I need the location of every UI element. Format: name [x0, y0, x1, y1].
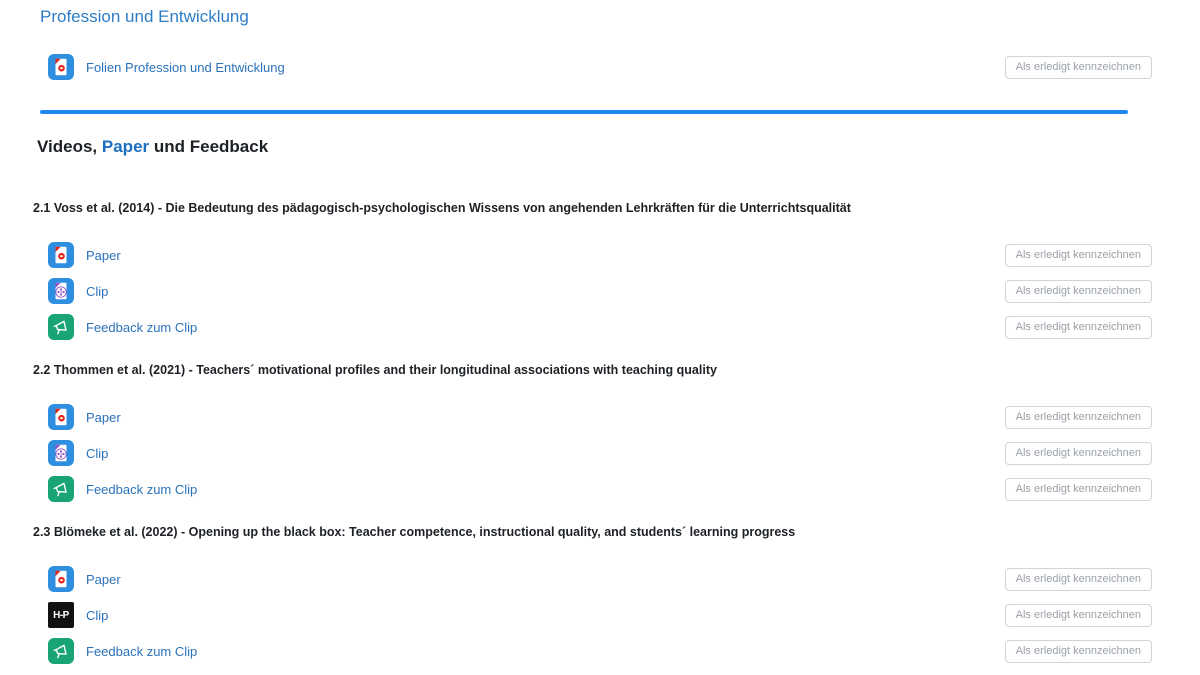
activity-info: [48, 242, 121, 268]
group-activities-2-3: [40, 566, 1152, 664]
activity-link-feedback-zum-clip[interactable]: Feedback zum Clip: [86, 481, 198, 497]
activity-row-folien: [40, 54, 1152, 80]
video-file-icon[interactable]: [48, 278, 74, 304]
activity-row: [40, 404, 1152, 430]
pdf-file-icon[interactable]: [48, 242, 74, 268]
activity-info: [48, 566, 121, 592]
section-divider: [40, 110, 1128, 114]
group-heading-2-3: 2.3 Blömeke et al. (2022) - Opening up the black box: Teacher competence, instructional quality, and students´ learning progress: [33, 525, 796, 539]
title-part-paper: Paper: [101, 137, 150, 156]
title-part-feedback: und Feedback: [149, 137, 269, 156]
activity-row: [40, 314, 1152, 340]
mark-as-done-button[interactable]: Als erledigt kennzeichnen: [1005, 406, 1152, 429]
mark-as-done-button[interactable]: Als erledigt kennzeichnen: [1005, 604, 1152, 627]
activity-info: [48, 278, 108, 304]
activity-link-feedback-zum-clip[interactable]: Feedback zum Clip: [86, 319, 198, 335]
title-part-videos: Videos,: [37, 137, 102, 156]
pdf-file-icon[interactable]: [48, 54, 74, 80]
pdf-file-icon[interactable]: [48, 404, 74, 430]
mark-as-done-button[interactable]: Als erledigt kennzeichnen: [1005, 316, 1152, 339]
activity-info: [48, 404, 121, 430]
section-title-videos-paper-feedback: [37, 136, 1152, 158]
activity-row: [40, 242, 1152, 268]
mark-as-done-button[interactable]: Als erledigt kennzeichnen: [1005, 478, 1152, 501]
activity-link-clip[interactable]: Clip: [86, 283, 109, 299]
group-activities-2-2: [40, 404, 1152, 502]
feedback-megaphone-icon[interactable]: [48, 476, 74, 502]
activity-row: [40, 476, 1152, 502]
mark-as-done-button[interactable]: Als erledigt kennzeichnen: [1005, 244, 1152, 267]
activity-link-paper[interactable]: Paper: [86, 571, 121, 587]
mark-as-done-button[interactable]: Als erledigt kennzeichnen: [1005, 568, 1152, 591]
activity-link-paper[interactable]: Paper: [86, 247, 121, 263]
activity-row: [40, 602, 1152, 628]
activity-row: [40, 638, 1152, 664]
activity-info: [48, 54, 285, 80]
feedback-megaphone-icon[interactable]: [48, 314, 74, 340]
h5p-icon-label: H-P: [53, 609, 69, 621]
group-activities-2-1: [40, 242, 1152, 340]
activity-info: [48, 476, 197, 502]
feedback-megaphone-icon[interactable]: [48, 638, 74, 664]
group-heading-2-2: 2.2 Thommen et al. (2021) - Teachers´ motivational profiles and their longitudinal associations with teaching quality: [33, 363, 717, 377]
mark-as-done-button[interactable]: Als erledigt kennzeichnen: [1005, 56, 1152, 79]
activity-row: [40, 566, 1152, 592]
activity-link-feedback-zum-clip[interactable]: Feedback zum Clip: [86, 643, 198, 659]
mark-as-done-button[interactable]: Als erledigt kennzeichnen: [1005, 280, 1152, 303]
video-file-icon[interactable]: [48, 440, 74, 466]
activity-row: [40, 440, 1152, 466]
pdf-file-icon[interactable]: [48, 566, 74, 592]
mark-as-done-button[interactable]: Als erledigt kennzeichnen: [1005, 442, 1152, 465]
activity-info: [48, 440, 108, 466]
activity-row: [40, 278, 1152, 304]
activity-link-clip[interactable]: Clip: [86, 607, 109, 623]
activity-info: [48, 602, 108, 628]
activity-link-paper[interactable]: Paper: [86, 409, 121, 425]
activity-info: [48, 314, 197, 340]
activity-link-folien[interactable]: Folien Profession und Entwicklung: [86, 59, 285, 75]
mark-as-done-button[interactable]: Als erledigt kennzeichnen: [1005, 640, 1152, 663]
group-heading-2-1: 2.1 Voss et al. (2014) - Die Bedeutung des pädagogisch-psychologischen Wissens von angehenden Lehrkräften für die Unterrichtsqualität: [33, 201, 851, 215]
activity-link-clip[interactable]: Clip: [86, 445, 109, 461]
activity-info: [48, 638, 197, 664]
h5p-icon[interactable]: [48, 602, 74, 628]
section-title-profession-und-entwicklung[interactable]: Profession und Entwicklung: [40, 7, 249, 26]
